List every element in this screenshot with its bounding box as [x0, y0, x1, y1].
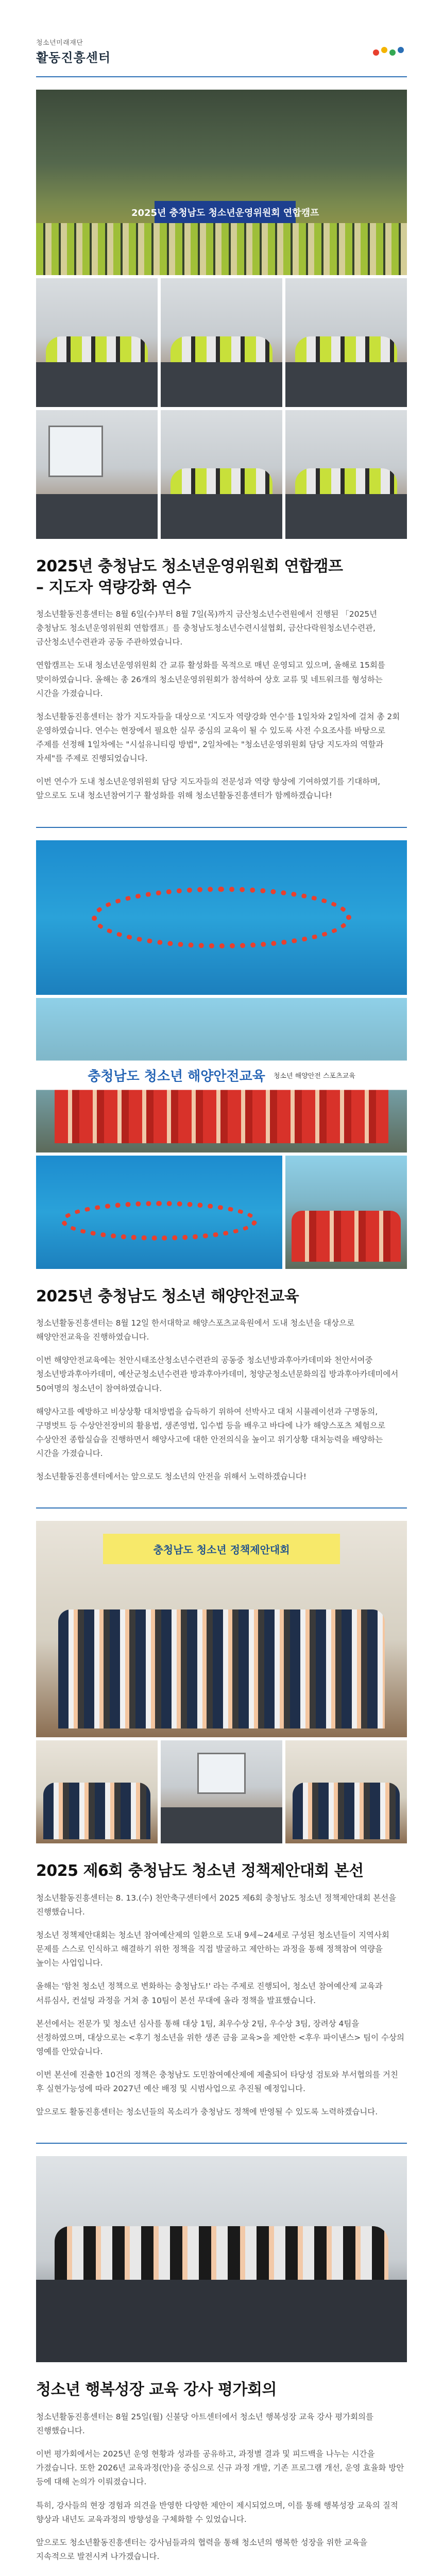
article-paragraph: 앞으로도 활동진흥센터는 청소년들의 목소리가 충청남도 정책에 반영될 수 있도록 노력하겠습니다.: [36, 2107, 378, 2117]
camp-banner: 2025년 충청남도 청소년운영위원회 연합캠프: [155, 201, 296, 223]
article-paragraph: 청소년활동진흥센터는 8월 6일(수)부터 8월 7일(목)까지 금산청소년수련원에서 진행된 「2025년 충청남도 청소년운영위원회 연합캠프」를 충청남도청소년수련시설협회, 금산다락원청소년수련관, 금산청소년수련관과 공동 주관하였습니다.: [36, 609, 378, 647]
photo-gallery: [36, 1521, 407, 1843]
article-title: 2025년 충청남도 청소년운영위원회 연합캠프 – 지도자 역량강화 연수: [36, 557, 343, 597]
article-paragraph: 청소년활동진흥센터는 8월 25일(월) 신불당 아트센터에서 청소년 행복성장 교육 강사 평가회의를 진행했습니다.: [36, 2412, 373, 2435]
article-paragraph: 이번 본선에 진출한 10건의 정책은 충청남도 도민참여예산제에 제출되어 타당성 검토와 부서협의를 거친 후 실현가능성에 따라 2027년 예산 배정 및 시범사업으로 추진될 예정입니다.: [36, 2070, 398, 2094]
training-photo: [285, 278, 407, 407]
article-paragraph: 청소년활동진흥센터는 참가 지도자들을 대상으로 '지도자 역량강화 연수'를 1일차와 2일차에 걸쳐 총 2회 운영하였습니다. 연수는 현장에서 필요한 실무 중심의 교육이 될 수 있도록 사전 수요조사를 바탕으로 주제를 선정해 1일차에는 "시설유니티링 방법", 2일차에는 "청소년운영위원회 담당 지도자의 역할과 자세"를 주제로 진행되었습니다.: [36, 711, 400, 764]
article-title: 2025 제6회 충청남도 청소년 정책제안대회 본선: [36, 1862, 364, 1880]
sea-ring-photo: [36, 840, 407, 995]
foundation-logo-icon: [371, 44, 407, 59]
group-photo: [36, 998, 407, 1153]
org-title: 활동진흥센터: [36, 50, 111, 65]
meeting-photo: [36, 2156, 407, 2362]
article-paragraph: 앞으로도 청소년활동진흥센터는 강사님들과의 협력을 통해 청소년의 행복한 성장을 위한 교육을 지속적으로 발전시켜 나가겠습니다.: [36, 2537, 368, 2561]
section-divider: [36, 2143, 407, 2144]
article-paragraph: 이번 평가회에서는 2025년 운영 현황과 성과를 공유하고, 과정별 결과 및 피드백을 나누는 시간을 가졌습니다. 또한 2026년 교육과정(안)을 중심으로 신규 과정 개발, 기존 프로그램 개선, 운영 효율화 방안 등에 대해 논의가 이뤄졌습니다.: [36, 2449, 404, 2487]
article-title: 2025년 충청남도 청소년 해양안전교육: [36, 1287, 299, 1306]
article-paragraph: 이번 연수가 도내 청소년운영위원회 담당 지도자들의 전문성과 역량 향상에 기여하였기를 기대하며, 앞으로도 도내 청소년참여기구 활성화를 위해 청소년활동진흥센터가 함께하겠습니다!: [36, 777, 381, 801]
header-rule: [36, 76, 407, 77]
audience-photo: [285, 1740, 407, 1843]
org-subtitle: 청소년미래재단: [36, 39, 83, 47]
marine-banner-sub: 청소년 해양안전 스포츠교육: [273, 1072, 355, 1080]
article-paragraph: 연합캠프는 도내 청소년운영위원회 간 교류 활성화를 목적으로 매년 운영되고 있으며, 올해로 15회를 맞이하였습니다. 올해는 총 26개의 청소년운영위원회가 참석하여 상호 교류 및 네트워크를 형성하는 시간을 가졌습니다.: [36, 660, 385, 698]
article-paragraph: 특히, 강사들의 현장 경험과 의견을 반영한 다양한 제안이 제시되었으며, 이를 통해 행복성장 교육의 질적 향상과 내년도 교육과정의 방향성을 구체화할 수 있었습니다.: [36, 2500, 398, 2524]
article-policy-contest: [0, 1521, 443, 2119]
camp-hall-photo: [36, 90, 407, 275]
photo-gallery: [36, 840, 407, 1269]
marine-banner-title: 충청남도 청소년 해양안전교육: [88, 1069, 265, 1084]
marine-banner: [36, 1060, 407, 1090]
article-paragraph: 청소년활동진흥센터는 8월 12일 한서대학교 해양스포츠교육원에서 도내 청소년을 대상으로 해양안전교육을 진행하였습니다.: [36, 1318, 355, 1342]
contest-group-photo: [36, 1521, 407, 1737]
article-title: 청소년 행복성장 교육 강사 평가회의: [36, 2381, 277, 2399]
training-photo: [285, 410, 407, 539]
training-photo: [36, 278, 158, 407]
section-divider: [36, 827, 407, 828]
photo-gallery: [36, 90, 407, 539]
lecture-photo: [36, 410, 158, 539]
article-paragraph: 해양사고를 예방하고 비상상황 대처방법을 습득하기 위하여 선박사고 대처 시뮬레이션과 구명동의, 구명벗트 등 수상안전장비의 활용법, 생존영법, 입수법 등을 배우고 바다에 나가 해양스포츠 체험으로 수상안전 종합실습을 진행하면서 해양사고에 대한 안전의식을 높이고 위기상황 대처능력을 배양하는 시간을 가졌습니다.: [36, 1406, 385, 1458]
award-photo: [36, 1740, 158, 1843]
page-header: [0, 0, 443, 77]
article-youth-council-camp: [0, 90, 443, 803]
section-divider: [36, 1507, 407, 1509]
article-paragraph: 이번 해양안전교육에는 천안시태조산청소년수련관의 공동중 청소년방과후아카데미와 천안서여중 청소년방과후아카데미, 예산군청소년수련관 방과후아카데미, 청양군청소년문화의집 방과후아카데미에서 50여명의 청소년이 참여하였습니다.: [36, 1355, 399, 1393]
lifejacket-photo: [285, 1156, 407, 1269]
article-instructor-meeting: [0, 2156, 443, 2576]
article-paragraph: 본선에서는 전문가 및 청소년 심사를 통해 대상 1팀, 최우수상 2팀, 우수상 3팀, 장려상 4팀을 선정하였으며, 대상으로는 <후기 청소년을 위한 생존 금융 교육>을 제안한 <후우 파이낸스> 팀이 수상의 영예를 안았습니다.: [36, 2019, 404, 2056]
contest-banner: 충청남도 청소년 정책제안대회: [103, 1534, 340, 1564]
presentation-photo: [161, 1740, 282, 1843]
training-photo: [161, 278, 282, 407]
sea-practice-photo: [36, 1156, 282, 1269]
article-paragraph: 청소년활동진흥센터는 8. 13.(수) 천안축구센터에서 2025 제6회 충청남도 청소년 정책제안대회 본선을 진행했습니다.: [36, 1893, 397, 1917]
article-paragraph: 청소년활동진흥센터에서는 앞으로도 청소년의 안전을 위해서 노력하겠습니다!: [36, 1472, 306, 1482]
photo-gallery: [36, 2156, 407, 2362]
training-photo: [161, 410, 282, 539]
article-marine-safety: [0, 840, 443, 1484]
article-paragraph: 청소년 정책제안대회는 청소년 참여예산제의 일환으로 도내 9세~24세로 구성된 청소년들이 지역사회 문제를 스스로 인식하고 해결하기 위한 정책을 직접 발굴하고 제안하는 과정을 통해 정책참여 역량을 높이는 사업입니다.: [36, 1930, 389, 1968]
article-paragraph: 올해는 '함천 청소년 정책으로 변화하는 충청남도!' 라는 주제로 진행되어, 청소년 참여예산제 교육과 서류심사, 컨설팅 과정을 거쳐 총 10팀이 본선 무대에 올라 정책을 발표했습니다.: [36, 1981, 383, 2005]
